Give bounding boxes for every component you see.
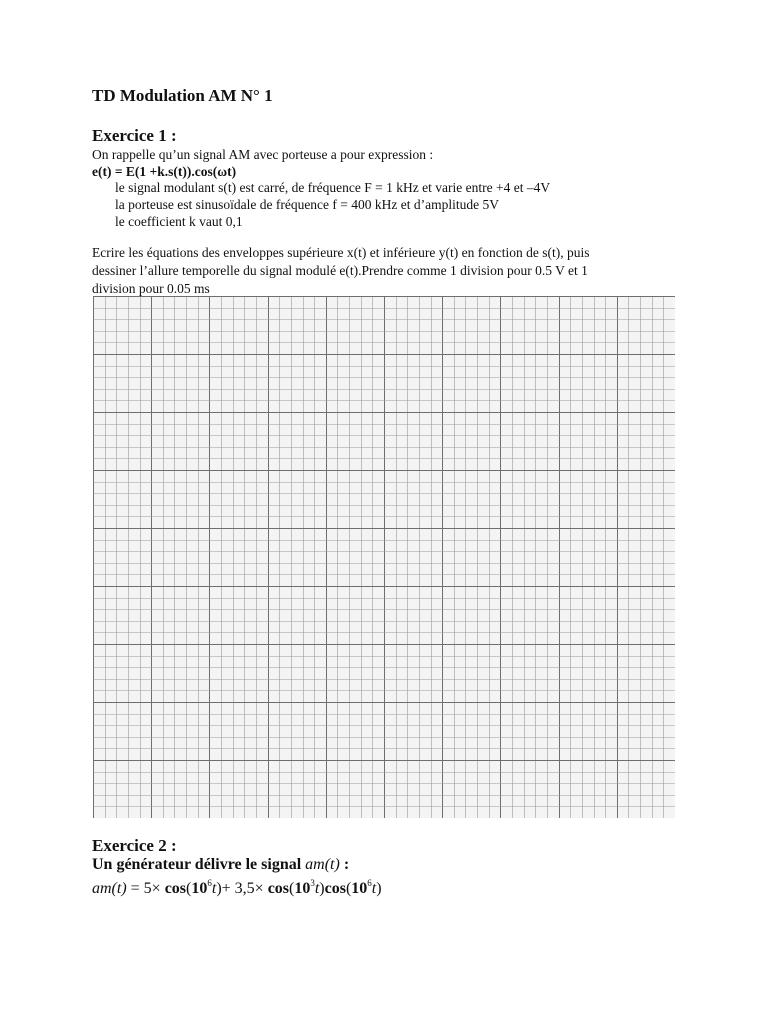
eq-plus: + 3,5× <box>221 880 268 897</box>
statement-variable: am(t) <box>305 856 340 873</box>
exercise2-statement <box>92 856 349 874</box>
exercise1-item-modulant: le signal modulant s(t) est carré, de fréquence F = 1 kHz et varie entre +4 et –4V <box>115 180 551 195</box>
question-line: dessiner l’allure temporelle du signal modulé e(t).Prendre comme 1 division pour 0.5 V et 1 <box>92 263 588 278</box>
graph-paper-grid <box>93 296 675 818</box>
eq-arg1-exp: 6 <box>207 878 212 888</box>
eq-cos1: cos <box>164 880 187 897</box>
exercise1-item-porteuse: la porteuse est sinusoïdale de fréquence f = 400 kHz et d’amplitude 5V <box>115 197 499 212</box>
exercise1-intro: On rappelle qu’un signal AM avec porteuse a pour expression : <box>92 147 434 162</box>
eq-t: t <box>371 880 377 897</box>
eq-equals: = 5× <box>126 880 165 897</box>
question-line: Ecrire les équations des enveloppes supérieure x(t) et inférieure y(t) en fonction de s(t), puis <box>92 245 590 260</box>
graph-paper <box>93 296 675 818</box>
eq-t: t <box>211 880 217 897</box>
eq-lhs: am(t) <box>92 880 127 897</box>
eq-arg3-base: 10 <box>351 880 368 897</box>
eq-arg1-base: 10 <box>191 880 208 897</box>
statement-suffix: : <box>339 856 350 873</box>
page-title: TD Modulation AM N° 1 <box>92 86 273 105</box>
exercise1-formula: e(t) = E(1 +k.s(t)).cos(ωt) <box>92 164 237 179</box>
statement-prefix: Un générateur délivre le signal <box>92 856 306 873</box>
eq-cos2: cos <box>267 880 290 897</box>
eq-cos3: cos <box>324 880 346 897</box>
exercise2-equation: $am(t) = 5\times \cos(10^6t)+ 3,5\times \cos(10^3t)\cos(10^6t)$ <box>92 878 382 897</box>
eq-arg2-exp: 3 <box>310 878 315 888</box>
exercise1-item-coefficient: le coefficient k vaut 0,1 <box>115 214 243 229</box>
eq-arg2-base: 10 <box>294 880 311 897</box>
exercise2-heading: Exercice 2 : <box>92 836 177 855</box>
eq-t: t <box>314 880 320 897</box>
eq-arg3-exp: 6 <box>367 878 372 888</box>
exercise1-heading: Exercice 1 : <box>92 126 177 145</box>
exercise1-question <box>92 244 672 298</box>
question-line: division pour 0.05 ms <box>92 281 210 296</box>
